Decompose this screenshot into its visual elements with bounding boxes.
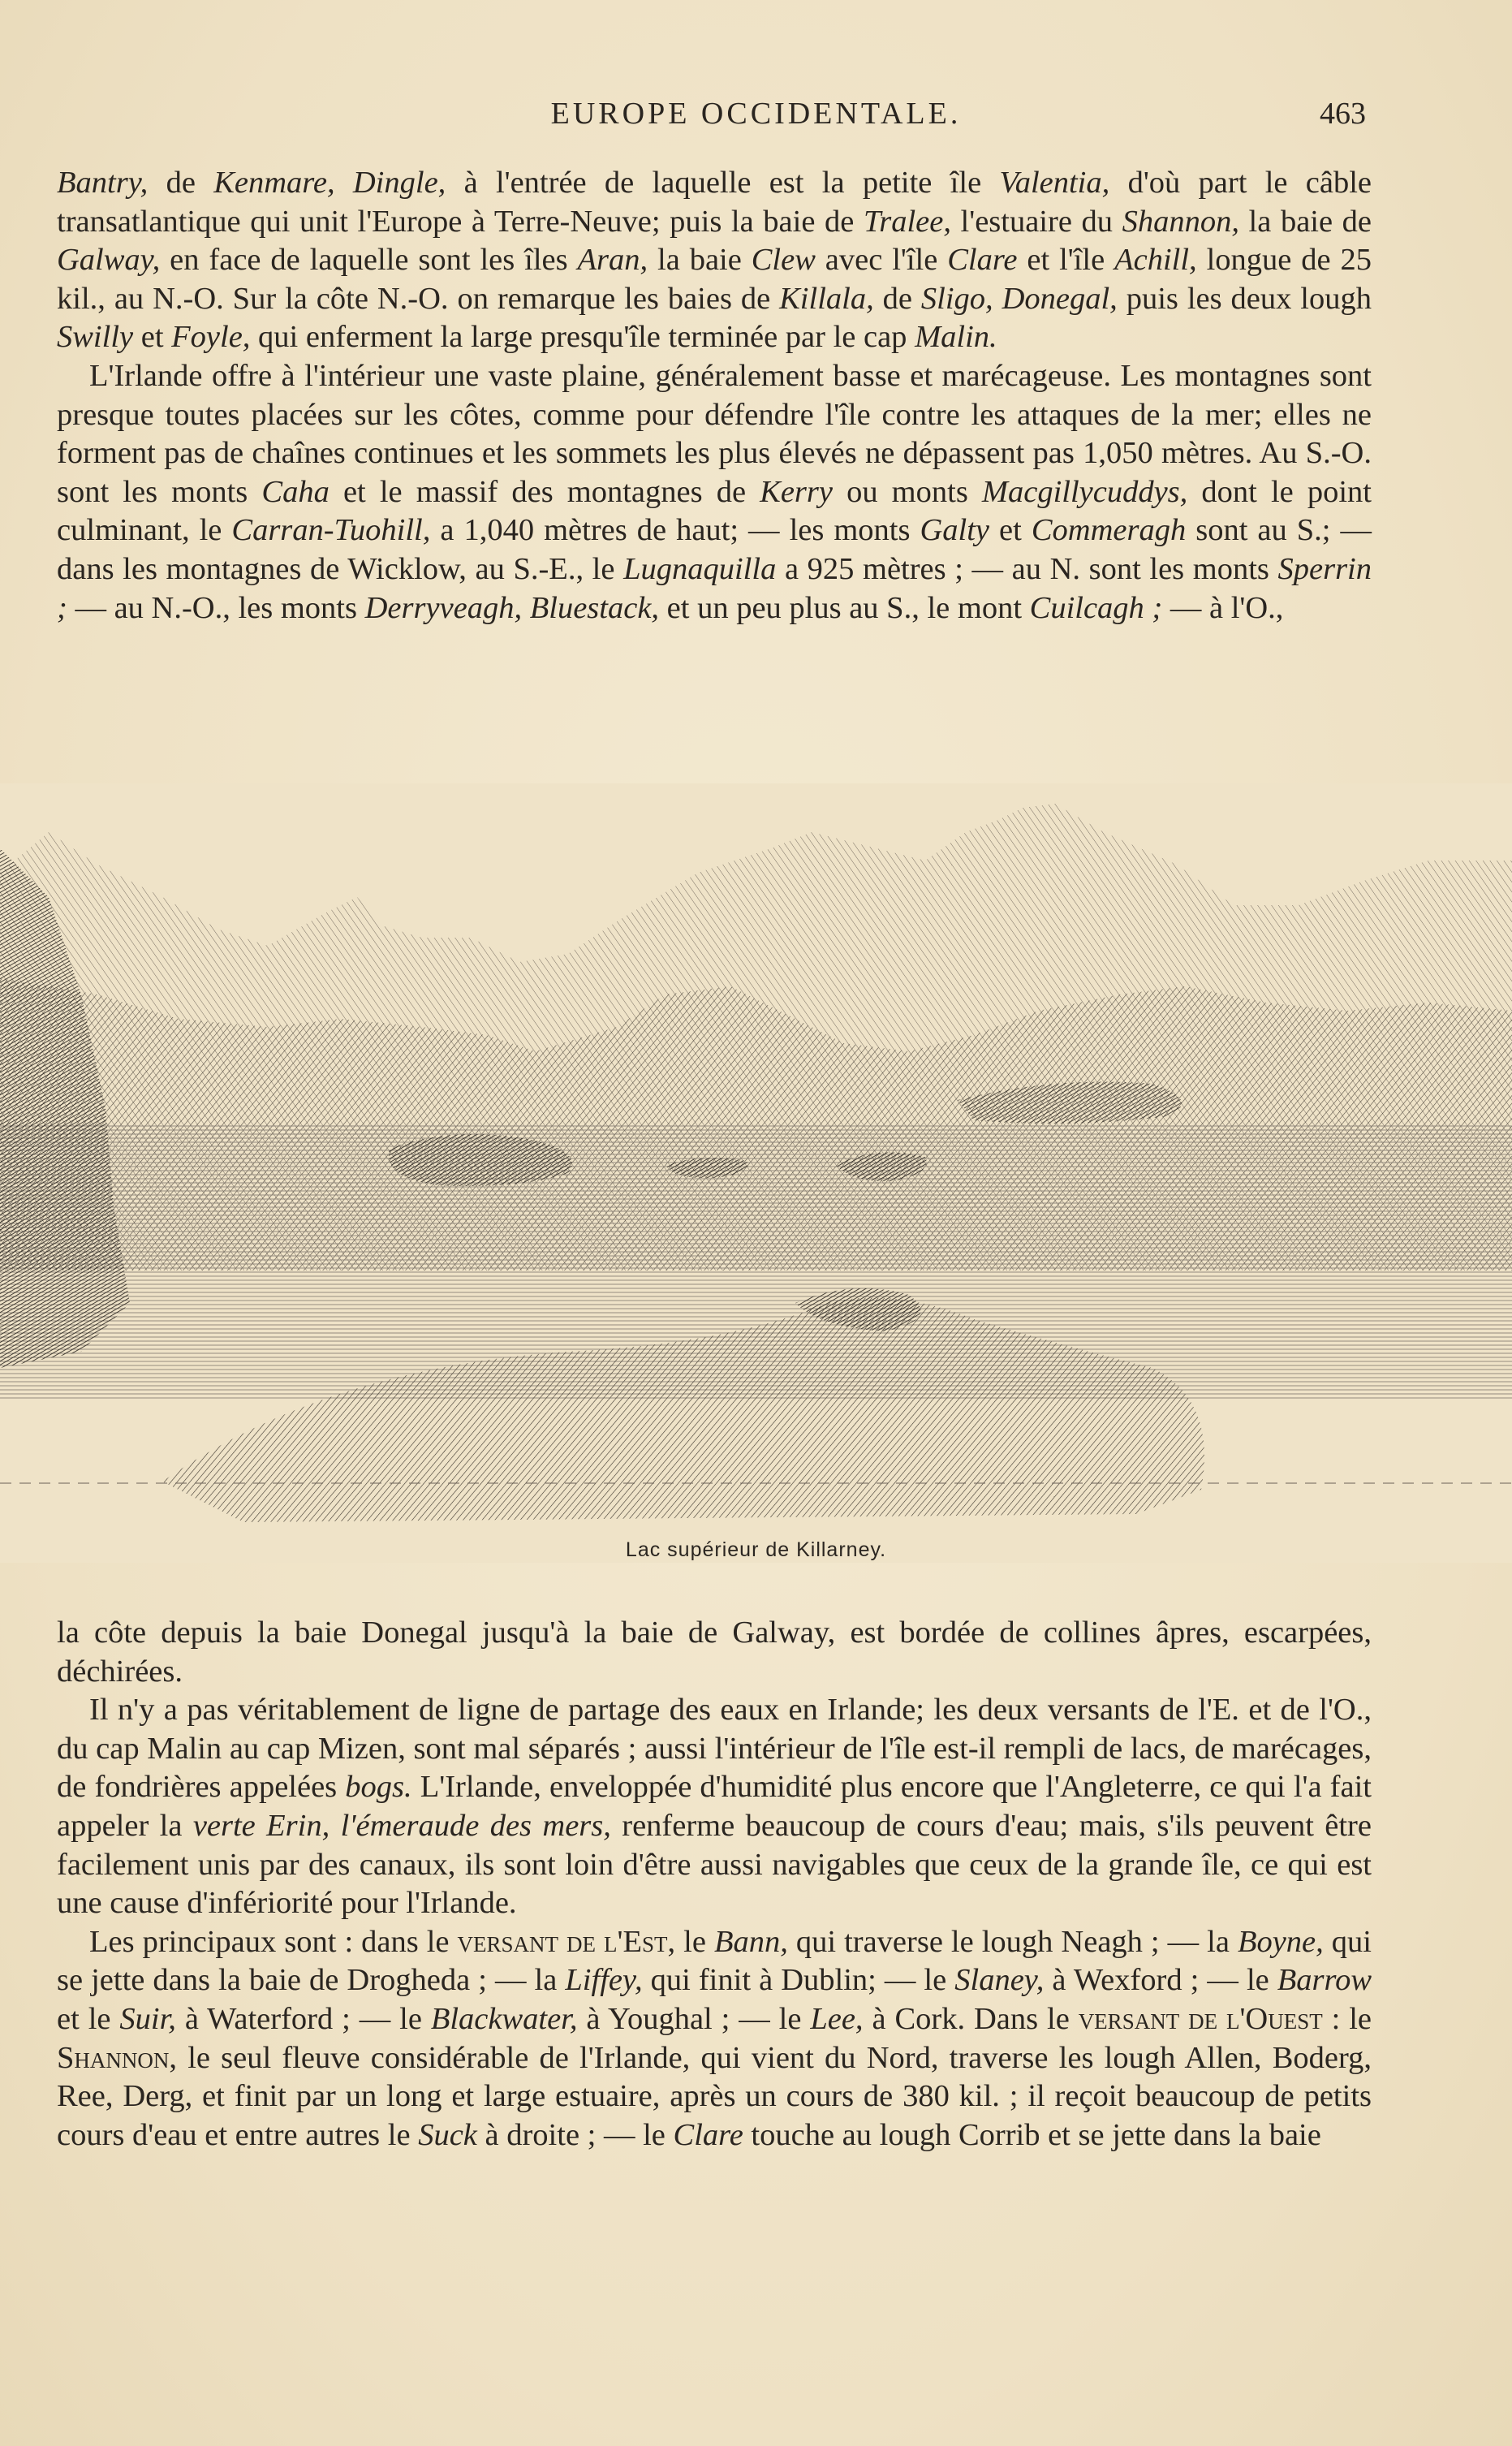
river-name: Shannon — [57, 2040, 170, 2075]
text-span: — au N.-O., les monts — [67, 590, 365, 625]
engraving-figure — [0, 783, 1512, 1563]
text-span: renferme beaucoup de cours d'eau; mais, s'ils peuvent être facilement unis par des canaux, ils sont loin d'être aussi navigables que ceux de la grande île, ce qui est une cause d'infériorité pour l'Irlande. — [57, 1808, 1372, 1921]
text-span: puis les deux lough — [1117, 281, 1372, 316]
text-span: la baie de — [1238, 204, 1372, 239]
place-name: Malin. — [915, 320, 997, 355]
river-name: Bann, — [713, 1924, 788, 1959]
text-span: à Wexford ; — le — [1044, 1963, 1277, 1998]
text-span: Les principaux sont : dans le — [89, 1924, 458, 1959]
lake-engraving — [0, 783, 1512, 1563]
river-name: Suck — [418, 2117, 477, 2152]
running-title: EUROPE OCCIDENTALE. — [550, 97, 962, 131]
text-span: Il n'y a pas véritablement de ligne de partage des eaux en Irlande; les deux versants de l'E. et de l'O., du cap Malin au cap Mizen, sont mal séparés ; aussi l'intérieur de l'île est-il rempli de lacs, de marécages, de fondrières appelées — [57, 1693, 1372, 1805]
text-span: et le massif des montagnes de — [329, 474, 760, 509]
page-number: 463 — [1320, 97, 1366, 131]
text-span: et — [989, 513, 1032, 548]
text-span: ou monts — [832, 474, 982, 509]
river-name: Barrow — [1277, 1963, 1372, 1998]
paragraph-mountains — [57, 357, 1372, 628]
text-span: , le — [667, 1924, 714, 1959]
paragraph-bantry — [57, 164, 1372, 357]
place-name: Valentia, — [999, 166, 1110, 200]
river-name: Blackwater, — [430, 2001, 578, 2036]
paragraph-rivers — [57, 1923, 1372, 2155]
place-name: Foyle, — [171, 320, 251, 355]
text-span: L'Irlande offre à l'intérieur une vaste plaine, généralement basse et marécageuse. Les montagnes sont presque toutes placées sur les côtes, comme pour défendre l'île contre les attaques de la mer; elles ne forment pas de chaînes continues et les sommets les plus élevés ne dépassent pas 1,050 mètres. Au S.-O. sont les monts — [57, 358, 1372, 509]
place-name: Cuilcagh ; — [1029, 590, 1163, 625]
river-name: Lee, — [810, 2001, 864, 2036]
place-name: Lugnaquilla — [623, 551, 777, 586]
text-span: dont le point culminant, le — [57, 474, 1372, 548]
place-name: Caha — [261, 474, 330, 509]
text-span: a 1,040 mètres de haut; — les monts — [430, 513, 920, 548]
text-span: a 925 mètres ; — au N. sont les monts — [776, 551, 1278, 586]
place-name: Kenmare, Dingle, — [213, 166, 446, 200]
versant-label: versant de l'Est — [457, 1924, 668, 1959]
place-name: Sperrin ; — [57, 551, 1372, 625]
place-name: Carran-Tuohill, — [231, 513, 431, 548]
text-span: et un peu plus au S., le mont — [659, 590, 1030, 625]
place-name: Clew — [751, 243, 816, 278]
text-span: de — [873, 281, 921, 316]
text-span: qui finit à Dublin; — le — [642, 1963, 955, 1998]
place-name: Tralee, — [863, 204, 951, 239]
place-name: Shannon, — [1122, 204, 1239, 239]
term: bogs. — [345, 1770, 412, 1805]
place-name: Bantry, — [57, 166, 149, 200]
text-span: qui se jette dans la baie de Drogheda ; — la — [57, 1924, 1372, 1998]
text-span: qui traverse le lough Neagh ; — la — [787, 1924, 1238, 1959]
text-span: , le seul fleuve considérable de l'Irlande, qui vient du Nord, traverse les lough Allen, Boderg, Ree, Derg, et finit par un long et large estuaire, après un cours de 380 kil. ; il reçoit beaucoup de petits cours d'eau et entre autres le — [57, 2040, 1372, 2152]
place-name: Derryveagh, Bluestack, — [364, 590, 660, 625]
text-span: touche au lough Corrib et se jette dans la baie — [743, 2117, 1321, 2152]
text-span: d'où part le câble transatlantique qui unit l'Europe à Terre-Neuve; puis la baie de — [57, 166, 1372, 239]
river-name: Clare — [673, 2117, 743, 2152]
place-name: Sligo, Donegal, — [920, 281, 1118, 316]
place-name: Macgillycuddys, — [981, 474, 1188, 509]
text-span: et le — [57, 2001, 120, 2036]
text-span: à l'entrée de laquelle est la petite île — [446, 166, 1000, 200]
text-span: qui enferment la large presqu'île terminée par le cap — [250, 320, 915, 355]
text-span: l'estuaire du — [950, 204, 1122, 239]
river-name: Boyne, — [1237, 1924, 1324, 1959]
text-span: — à l'O., — [1162, 590, 1284, 625]
place-name: Aran, — [577, 243, 648, 278]
text-span: de — [148, 166, 214, 200]
term: verte Erin, l'émeraude des mers, — [192, 1808, 611, 1843]
river-name: Liffey, — [565, 1963, 643, 1998]
paragraph-partage — [57, 1691, 1372, 1923]
river-name: Slaney, — [954, 1963, 1045, 1998]
text-span: : le — [1322, 2001, 1372, 2036]
text-span: à droite ; — le — [476, 2117, 674, 2152]
paragraph-cote: la côte depuis la baie Donegal jusqu'à la baie de Galway, est bordée de collines âpres, escarpées, déchirées. — [57, 1616, 1372, 1689]
text-span: à Youghal ; — le — [577, 2001, 811, 2036]
place-name: Galway, — [57, 243, 161, 278]
place-name: Killala, — [779, 281, 874, 316]
text-span: longue de 25 kil., au N.-O. Sur la côte N.-O. on remarque les baies de — [57, 243, 1372, 316]
text-span: en face de laquelle sont les îles — [160, 243, 578, 278]
place-name: Galty — [920, 513, 990, 548]
text-span: à Cork. Dans le — [863, 2001, 1079, 2036]
place-name: Swilly — [57, 320, 134, 355]
text-span: à Waterford ; — le — [175, 2001, 431, 2036]
place-name: Commeragh — [1031, 513, 1187, 548]
text-span: avec l'île — [815, 243, 948, 278]
figure-caption: Lac supérieur de Killarney. — [625, 1538, 887, 1561]
bottom-text-block — [57, 1614, 1372, 2155]
river-name: Suir, — [119, 2001, 176, 2036]
text-span: et — [133, 320, 172, 355]
versant-label: versant de l'Ouest — [1078, 2001, 1323, 2036]
text-span: L'Irlande, enveloppée d'humidité plus encore que l'Angleterre, ce qui l'a fait appeler la — [57, 1770, 1372, 1843]
text-span: sont au S.; — dans les montagnes de Wicklow, au S.-E., le — [57, 513, 1372, 586]
place-name: Kerry — [760, 474, 833, 509]
place-name: Achill, — [1114, 243, 1197, 278]
text-span: la baie — [648, 243, 752, 278]
text-span: et l'île — [1017, 243, 1115, 278]
running-head — [0, 96, 1512, 136]
top-text-block — [57, 164, 1372, 628]
place-name: Clare — [947, 243, 1018, 278]
